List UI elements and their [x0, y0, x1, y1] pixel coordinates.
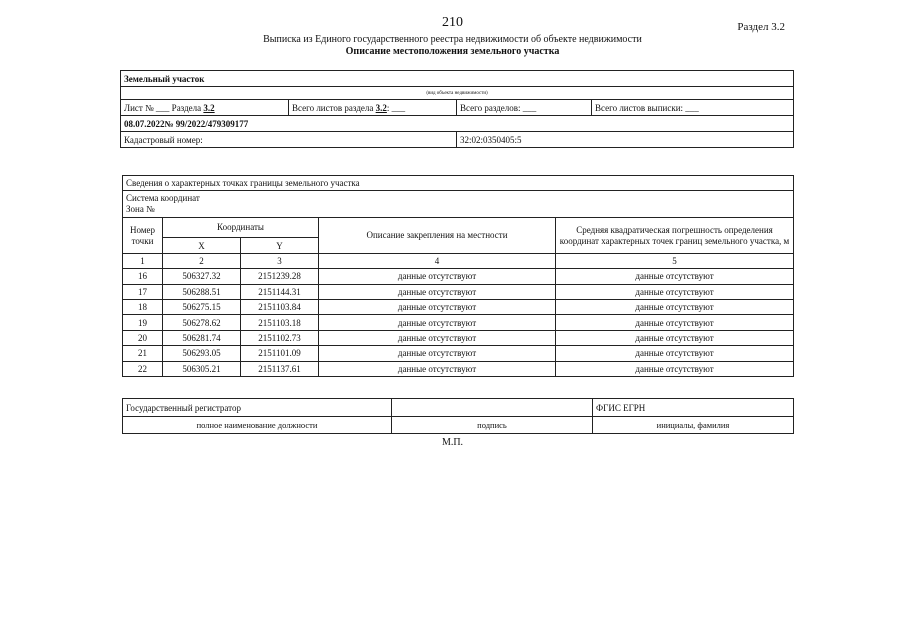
column-number: 1: [123, 253, 163, 268]
position-caption: полное наименование должности: [123, 417, 392, 434]
registrar-name: ФГИС ЕГРН: [593, 399, 794, 417]
section-label: Раздел 3.2: [737, 21, 785, 33]
point-error: данные отсутствуют: [556, 346, 794, 361]
point-description: данные отсутствуют: [319, 346, 556, 361]
point-y: 2151239.28: [241, 269, 319, 284]
name-caption: инициалы, фамилия: [593, 417, 794, 434]
point-number: 16: [123, 269, 163, 284]
table-row: [123, 346, 794, 361]
point-y: 2151102.73: [241, 330, 319, 345]
table-row: [123, 299, 794, 314]
total-sheets-section: Всего листов раздела 3.2: ___: [289, 100, 457, 116]
document-subtitle: Описание местоположения земельного участка: [345, 46, 560, 57]
point-x: 506275.15: [163, 299, 241, 314]
boundary-points-table: [122, 175, 794, 377]
sheet-number: Лист № ___ Раздела 3.2: [121, 100, 289, 116]
point-x: 506288.51: [163, 284, 241, 299]
point-x: 506278.62: [163, 315, 241, 330]
point-y: 2151103.84: [241, 299, 319, 314]
page-number: 210: [442, 15, 463, 30]
point-number: 19: [123, 315, 163, 330]
point-error: данные отсутствуют: [556, 330, 794, 345]
point-x: 506305.21: [163, 361, 241, 376]
header-error: Средняя квадратическая погрешность определения координат характерных точек границ земельного участка, м: [556, 218, 794, 253]
header-x: X: [163, 238, 241, 253]
header-y: Y: [241, 238, 319, 253]
point-description: данные отсутствуют: [319, 361, 556, 376]
point-description: данные отсутствуют: [319, 299, 556, 314]
date-number: 08.07.2022№ 99/2022/479309177: [121, 116, 794, 132]
points-table-title: Сведения о характерных точках границы земельного участка: [123, 176, 794, 191]
object-type-caption: (вид объекта недвижимости): [121, 87, 794, 100]
header-point-number: Номер точки: [123, 218, 163, 253]
point-error: данные отсутствуют: [556, 269, 794, 284]
signature-field: [392, 399, 593, 417]
point-number: 18: [123, 299, 163, 314]
cadastral-label: Кадастровый номер:: [121, 132, 457, 148]
table-row: [123, 284, 794, 299]
point-error: данные отсутствуют: [556, 284, 794, 299]
point-description: данные отсутствуют: [319, 330, 556, 345]
point-number: 20: [123, 330, 163, 345]
table-row: [123, 330, 794, 345]
column-number: 3: [241, 253, 319, 268]
point-number: 22: [123, 361, 163, 376]
point-number: 21: [123, 346, 163, 361]
point-y: 2151144.31: [241, 284, 319, 299]
point-y: 2151137.61: [241, 361, 319, 376]
point-description: данные отсутствуют: [319, 315, 556, 330]
point-error: данные отсутствуют: [556, 361, 794, 376]
registrar-position: Государственный регистратор: [123, 399, 392, 417]
point-x: 506281.74: [163, 330, 241, 345]
table-row: [123, 315, 794, 330]
signature-table: [122, 398, 794, 434]
column-number-row: [123, 253, 794, 268]
point-number: 17: [123, 284, 163, 299]
column-number: 2: [163, 253, 241, 268]
point-description: данные отсутствуют: [319, 284, 556, 299]
total-sheets-extract: Всего листов выписки: ___: [592, 100, 794, 116]
column-number: 4: [319, 253, 556, 268]
point-y: 2151103.18: [241, 315, 319, 330]
table-row: [123, 269, 794, 284]
table-row: [123, 361, 794, 376]
header-description: Описание закрепления на местности: [319, 218, 556, 253]
point-x: 506293.05: [163, 346, 241, 361]
header-coordinates: Координаты: [163, 218, 319, 238]
coordinate-system: Система координат Зона №: [123, 191, 794, 218]
cadastral-number: 32:02:0350405:5: [457, 132, 794, 148]
stamp-placeholder: М.П.: [441, 437, 464, 448]
object-info-table: [120, 70, 794, 148]
point-error: данные отсутствуют: [556, 299, 794, 314]
signature-caption: подпись: [392, 417, 593, 434]
point-error: данные отсутствуют: [556, 315, 794, 330]
column-number: 5: [556, 253, 794, 268]
object-type: Земельный участок: [121, 71, 794, 87]
point-y: 2151101.09: [241, 346, 319, 361]
point-x: 506327.32: [163, 269, 241, 284]
total-sections: Всего разделов: ___: [457, 100, 592, 116]
document-title: Выписка из Единого государственного реестра недвижимости об объекте недвижимости: [263, 34, 642, 45]
point-description: данные отсутствуют: [319, 269, 556, 284]
